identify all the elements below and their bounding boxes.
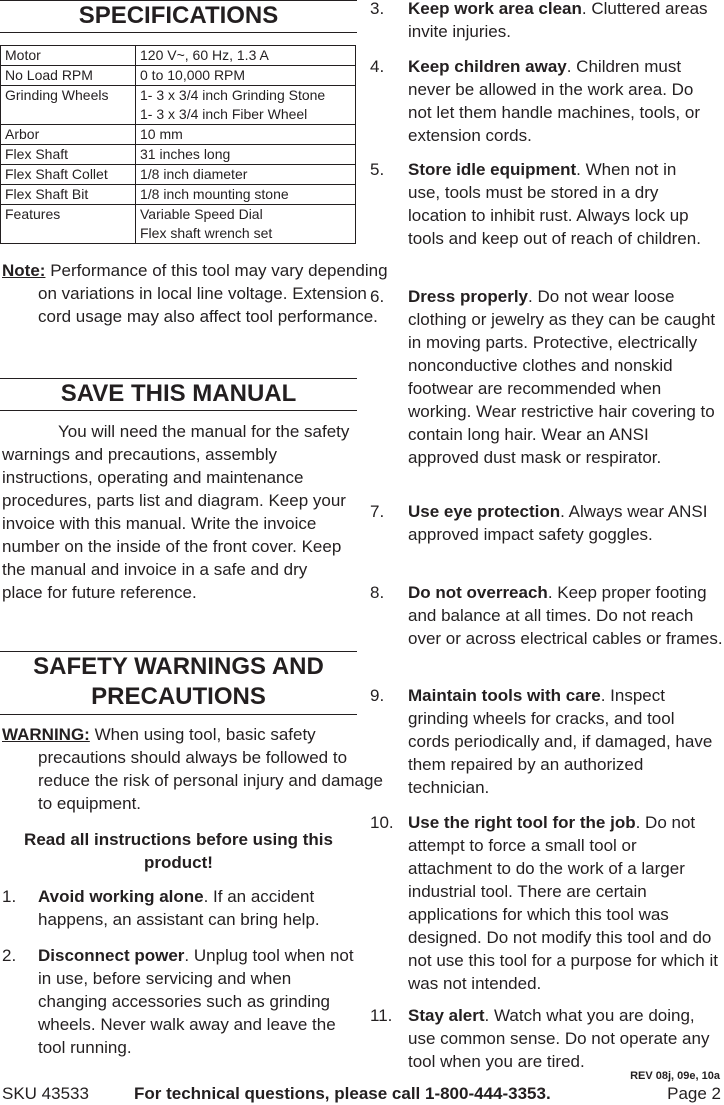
table-row: Flex Shaft Bit 1/8 inch mounting stone — [1, 185, 356, 205]
save-manual-text: You will need the manual for the safety warnings and precautions, assembly instructions, operating and maintenance procedures, parts list and diagram. Keep your invoice with this manual. Write the invoice number on the inside of the front cover. Keep the manual and invoice in a safe and dry place for future reference. — [2, 422, 350, 602]
footer-technical-questions: For technical questions, please call 1-800-444-3353. — [134, 1084, 551, 1103]
warning-text: When using tool, basic safety precautions should always be followed to reduce the risk of personal injury and damage to equipment. — [38, 725, 383, 813]
table-row: Arbor 10 mm — [1, 125, 356, 145]
table-row: Grinding Wheels 1- 3 x 3/4 inch Grinding Stone 1- 3 x 3/4 inch Fiber Wheel — [1, 86, 356, 125]
specifications-table — [0, 45, 356, 244]
table-row: Features Variable Speed Dial Flex shaft wrench set — [1, 205, 356, 244]
note-paragraph — [2, 259, 388, 328]
warning-paragraph — [2, 723, 390, 815]
warning-label: WARNING: — [2, 725, 90, 744]
save-manual-heading: SAVE THIS MANUAL — [0, 378, 357, 411]
read-all-instructions: Read all instructions before using this product! — [24, 830, 333, 872]
table-row: Flex Shaft Collet 1/8 inch diameter — [1, 165, 356, 185]
table-row: Flex Shaft 31 inches long — [1, 145, 356, 165]
note-text: Performance of this tool may vary depending on variations in local line voltage. Extension cord usage may also affect tool performance. — [38, 261, 388, 326]
revision-label: REV 08j, 09e, 10a — [630, 1070, 720, 1082]
footer-page-number: Page 2 — [667, 1084, 721, 1103]
note-label: Note: — [2, 261, 46, 280]
footer-sku: SKU 43533 — [2, 1084, 89, 1103]
table-row: No Load RPM 0 to 10,000 RPM — [1, 66, 356, 86]
table-row: Motor 120 V~, 60 Hz, 1.3 A — [1, 46, 356, 66]
safety-heading: SAFETY WARNINGS AND PRECAUTIONS — [0, 651, 357, 715]
specifications-heading: SPECIFICATIONS — [0, 0, 357, 33]
